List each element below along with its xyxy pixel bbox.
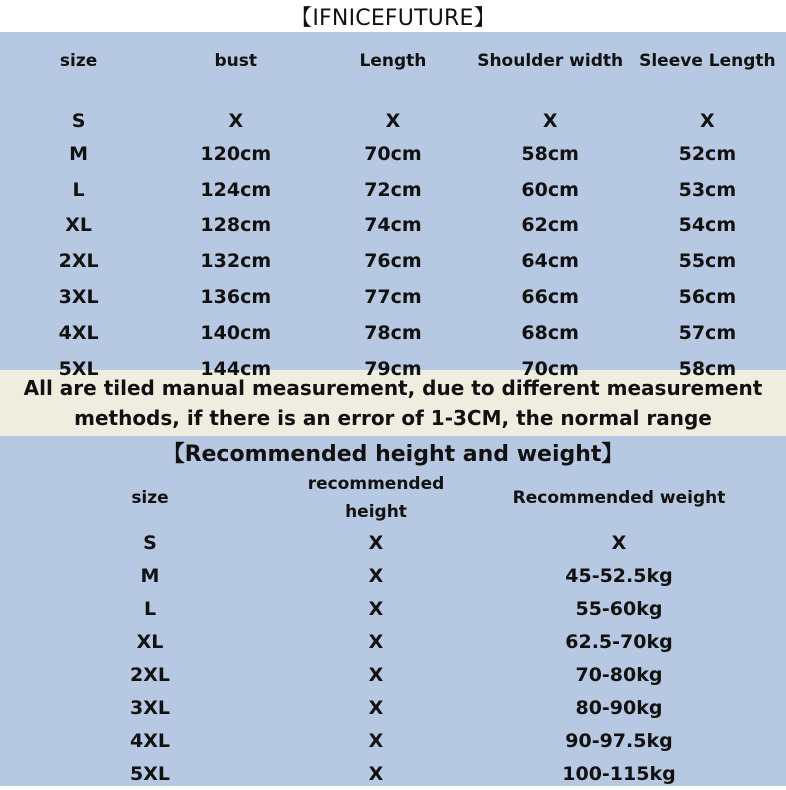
cell-length: 70cm bbox=[364, 142, 422, 165]
table-row bbox=[0, 279, 786, 315]
cell-bust: 132cm bbox=[200, 250, 272, 273]
table-header-row bbox=[0, 42, 786, 80]
cell-sleeve: X bbox=[700, 110, 715, 132]
cell-height: X bbox=[368, 729, 384, 752]
table-row bbox=[0, 724, 786, 757]
header-recommended-height: recommended height bbox=[307, 474, 445, 522]
recommend-table bbox=[0, 470, 786, 790]
cell-shoulder: X bbox=[542, 110, 558, 132]
cell-weight: 62.5-70kg bbox=[565, 630, 673, 653]
cell-height: X bbox=[368, 696, 384, 719]
cell-sleeve: 58cm bbox=[678, 357, 737, 380]
table-row bbox=[0, 757, 786, 790]
cell-height: X bbox=[368, 597, 384, 620]
table-row bbox=[0, 315, 786, 351]
cell-size: M bbox=[69, 142, 89, 165]
header-size: size bbox=[59, 51, 98, 71]
cell-sleeve: 54cm bbox=[678, 214, 737, 237]
cell-height: X bbox=[368, 762, 384, 785]
cell-shoulder: 66cm bbox=[521, 286, 579, 309]
table-row bbox=[0, 691, 786, 724]
cell-sleeve: 53cm bbox=[678, 178, 737, 201]
cell-size: 5XL bbox=[58, 357, 99, 380]
cell-size: 3XL bbox=[130, 696, 170, 719]
header-bust: bust bbox=[214, 51, 258, 71]
cell-length: 79cm bbox=[364, 357, 422, 380]
cell-weight: 80-90kg bbox=[575, 696, 663, 719]
cell-shoulder: 70cm bbox=[521, 357, 579, 380]
cell-length: 72cm bbox=[364, 178, 422, 201]
cell-size: S bbox=[71, 110, 86, 132]
cell-size: L bbox=[143, 597, 157, 620]
cell-sleeve: 56cm bbox=[678, 286, 737, 309]
cell-size: 2XL bbox=[130, 663, 170, 686]
cell-size: 3XL bbox=[58, 286, 99, 309]
table-row bbox=[0, 658, 786, 691]
cell-size: 5XL bbox=[130, 762, 170, 785]
cell-shoulder: 68cm bbox=[521, 321, 579, 344]
note-line-1: All are tiled manual measurement, due to different measurement bbox=[23, 376, 763, 400]
cell-bust: 136cm bbox=[200, 286, 272, 309]
cell-shoulder: 62cm bbox=[521, 214, 579, 237]
cell-weight: 55-60kg bbox=[575, 597, 663, 620]
cell-size: 4XL bbox=[130, 729, 170, 752]
cell-sleeve: 52cm bbox=[678, 142, 737, 165]
cell-height: X bbox=[368, 663, 384, 686]
cell-length: X bbox=[385, 110, 401, 132]
cell-length: 77cm bbox=[364, 286, 422, 309]
cell-sleeve: 55cm bbox=[678, 250, 737, 273]
table-header-row bbox=[0, 470, 786, 526]
cell-height: X bbox=[368, 564, 384, 587]
cell-bust: X bbox=[228, 110, 244, 132]
table-row bbox=[0, 208, 786, 244]
header-size: size bbox=[131, 488, 169, 508]
table-row bbox=[0, 172, 786, 208]
cell-size: 2XL bbox=[58, 250, 99, 273]
header-shoulder-width: Shoulder width bbox=[477, 51, 624, 71]
cell-shoulder: 60cm bbox=[521, 178, 579, 201]
cell-bust: 124cm bbox=[200, 178, 272, 201]
table-row bbox=[0, 592, 786, 625]
cell-length: 78cm bbox=[364, 321, 422, 344]
cell-weight: 45-52.5kg bbox=[565, 564, 673, 587]
table-row bbox=[0, 559, 786, 592]
cell-bust: 144cm bbox=[200, 357, 272, 380]
recommend-title: 【Recommended height and weight】 bbox=[162, 441, 624, 467]
table-row bbox=[0, 351, 786, 387]
table-row bbox=[0, 526, 786, 559]
cell-bust: 128cm bbox=[200, 214, 272, 237]
table-row bbox=[0, 80, 786, 136]
cell-length: 76cm bbox=[364, 250, 422, 273]
note-line-2: methods, if there is an error of 1-3CM, the normal range bbox=[74, 406, 712, 430]
cell-shoulder: 58cm bbox=[521, 142, 579, 165]
cell-weight: 70-80kg bbox=[575, 663, 663, 686]
brand-title: 【IFNICEFUTURE】 bbox=[0, 0, 786, 32]
header-recommended-weight: Recommended weight bbox=[512, 488, 726, 508]
cell-length: 74cm bbox=[364, 214, 422, 237]
size-chart-table bbox=[0, 42, 786, 387]
cell-size: L bbox=[72, 178, 85, 201]
table-row bbox=[0, 136, 786, 172]
header-sleeve-length: Sleeve Length bbox=[639, 51, 776, 71]
cell-size: XL bbox=[65, 214, 92, 237]
cell-height: X bbox=[368, 630, 384, 653]
table-row bbox=[0, 243, 786, 279]
cell-weight: 100-115kg bbox=[562, 762, 676, 785]
cell-bust: 140cm bbox=[200, 321, 272, 344]
cell-size: M bbox=[140, 564, 160, 587]
cell-size: XL bbox=[136, 630, 164, 653]
cell-shoulder: 64cm bbox=[521, 250, 579, 273]
cell-sleeve: 57cm bbox=[678, 321, 737, 344]
cell-bust: 120cm bbox=[200, 142, 272, 165]
cell-size: S bbox=[143, 531, 157, 554]
table-row bbox=[0, 625, 786, 658]
header-length: Length bbox=[359, 51, 427, 71]
cell-weight: X bbox=[611, 531, 627, 554]
cell-weight: 90-97.5kg bbox=[565, 729, 673, 752]
cell-height: X bbox=[368, 531, 384, 554]
cell-size: 4XL bbox=[58, 321, 99, 344]
